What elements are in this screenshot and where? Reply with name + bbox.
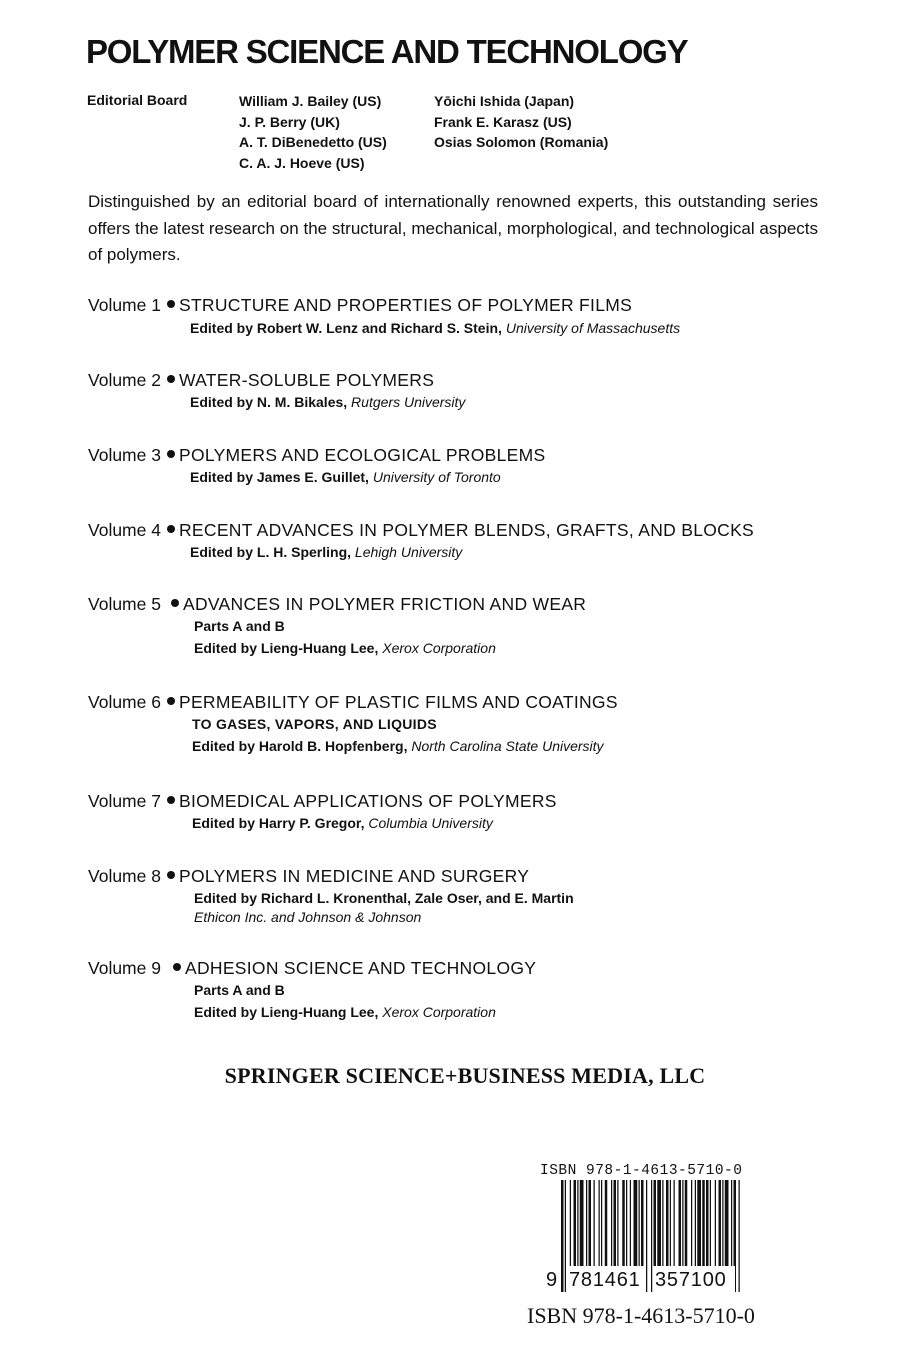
barcode-bar (646, 1180, 647, 1292)
volume-entry (88, 593, 828, 658)
volume-number: Volume 7 (88, 791, 161, 811)
volume-title: ADVANCES IN POLYMER FRICTION AND WEAR (182, 594, 587, 614)
editorial-board-label: Editorial Board (87, 92, 188, 108)
barcode-digits-left: 781461 (569, 1269, 641, 1291)
volume-editors: Edited by Lieng-Huang Lee, Xerox Corporation (194, 1003, 496, 1020)
volume-entry (88, 957, 828, 1022)
editorial-board-column-1 (239, 91, 387, 173)
barcode (545, 1180, 745, 1292)
volume-title: POLYMERS AND ECOLOGICAL PROBLEMS (178, 445, 546, 465)
series-title: POLYMER SCIENCE AND TECHNOLOGY (86, 33, 688, 70)
volume-affiliation: North Carolina State University (411, 737, 604, 754)
board-member: Osias Solomon (Romania) (434, 134, 609, 150)
volume-editors: Edited by Harold B. Hopfenberg, North Carolina State University (192, 737, 604, 754)
volume-affiliation: Ethicon Inc. and Johnson & Johnson (194, 908, 422, 925)
volume-entry (88, 294, 828, 339)
barcode-isbn-label: ISBN 978-1-4613-5710-0 (540, 1163, 743, 1179)
bullet-icon (167, 796, 175, 804)
bullet-icon (173, 963, 181, 971)
series-description: Distinguished by an editorial board of internationally renowned experts, this outstanding series offers the latest research on the structural, mechanical, morphological, and technological aspects of polymers. (88, 192, 818, 264)
barcode-digits-right: 357100 (655, 1269, 727, 1291)
bullet-icon (167, 375, 175, 383)
volume-subtitle: TO GASES, VAPORS, AND LIQUIDS (192, 716, 437, 732)
bullet-icon (167, 871, 175, 879)
volume-editors: Edited by Robert W. Lenz and Richard S. Stein, University of Massachusetts (190, 320, 681, 336)
volume-entry (88, 790, 828, 834)
volume-affiliation: University of Toronto (372, 469, 501, 485)
volume-number: Volume 8 (88, 866, 161, 886)
volume-subtitle: Parts A and B (194, 618, 285, 634)
isbn: ISBN 978-1-4613-5710-0 (527, 1303, 755, 1328)
volume-editors: Edited by Richard L. Kronenthal, Zale Oser, and E. Martin (194, 890, 574, 906)
board-member: C. A. J. Hoeve (US) (239, 154, 365, 171)
bullet-icon (171, 599, 179, 607)
volume-title: ADHESION SCIENCE AND TECHNOLOGY (184, 958, 537, 978)
barcode-bar (561, 1180, 564, 1292)
volume-title: POLYMERS IN MEDICINE AND SURGERY (178, 866, 530, 886)
volume-affiliation: Lehigh University (354, 544, 463, 560)
volume-affiliation: Xerox Corporation (382, 639, 496, 656)
volume-subtitle: Parts A and B (194, 982, 285, 998)
volume-number: Volume 1 (88, 295, 161, 315)
volume-entry (88, 865, 828, 927)
bullet-icon (167, 525, 175, 533)
volume-number: Volume 3 (88, 445, 161, 465)
volume-editors: Edited by Lieng-Huang Lee, Xerox Corporation (194, 639, 496, 656)
board-member: J. P. Berry (UK) (239, 113, 340, 130)
board-member: Yōichi Ishida (Japan) (434, 93, 575, 109)
volume-editors: Edited by Harry P. Gregor, Columbia University (192, 815, 493, 831)
volume-number: Volume 9 (88, 958, 161, 978)
board-member: A. T. DiBenedetto (US) (239, 134, 387, 150)
volume-affiliation: Rutgers University (351, 394, 466, 410)
volume-entry (88, 691, 828, 756)
volume-entry (88, 519, 828, 563)
bullet-icon (167, 697, 175, 705)
volume-editors: Edited by N. M. Bikales, Rutgers University (190, 394, 466, 410)
volume-title: BIOMEDICAL APPLICATIONS OF POLYMERS (178, 791, 557, 811)
barcode-bar (565, 1180, 566, 1292)
bullet-icon (167, 450, 175, 458)
barcode-bar (651, 1180, 652, 1292)
board-member: William J. Bailey (US) (239, 93, 382, 109)
volume-editors: Edited by L. H. Sperling, Lehigh University (190, 544, 463, 560)
barcode-bar (739, 1180, 740, 1292)
volume-number: Volume 2 (88, 370, 161, 390)
volume-entry (88, 444, 828, 488)
bullet-icon (167, 300, 175, 308)
volume-entry (88, 369, 828, 413)
volume-title: STRUCTURE AND PROPERTIES OF POLYMER FILMS (178, 295, 633, 315)
volume-affiliation: University of Massachusetts (505, 320, 681, 336)
board-member: Frank E. Karasz (US) (434, 113, 572, 130)
volume-affiliation: Columbia University (368, 815, 493, 831)
editorial-board-column-2 (434, 91, 608, 153)
volume-number: Volume 4 (88, 520, 161, 540)
volume-affiliation: Xerox Corporation (382, 1003, 496, 1020)
volume-editors: Edited by James E. Guillet, University of Toronto (190, 469, 501, 485)
volume-number: Volume 6 (88, 692, 161, 712)
publisher-name: SPRINGER SCIENCE+BUSINESS MEDIA, LLC (224, 1063, 706, 1088)
volume-number: Volume 5 (88, 594, 161, 614)
barcode-digit-prefix: 9 (546, 1269, 558, 1291)
volume-title: WATER-SOLUBLE POLYMERS (178, 370, 435, 390)
volume-title: PERMEABILITY OF PLASTIC FILMS AND COATINGS (178, 692, 618, 712)
volume-title: RECENT ADVANCES IN POLYMER BLENDS, GRAFTS, AND BLOCKS (178, 520, 755, 540)
